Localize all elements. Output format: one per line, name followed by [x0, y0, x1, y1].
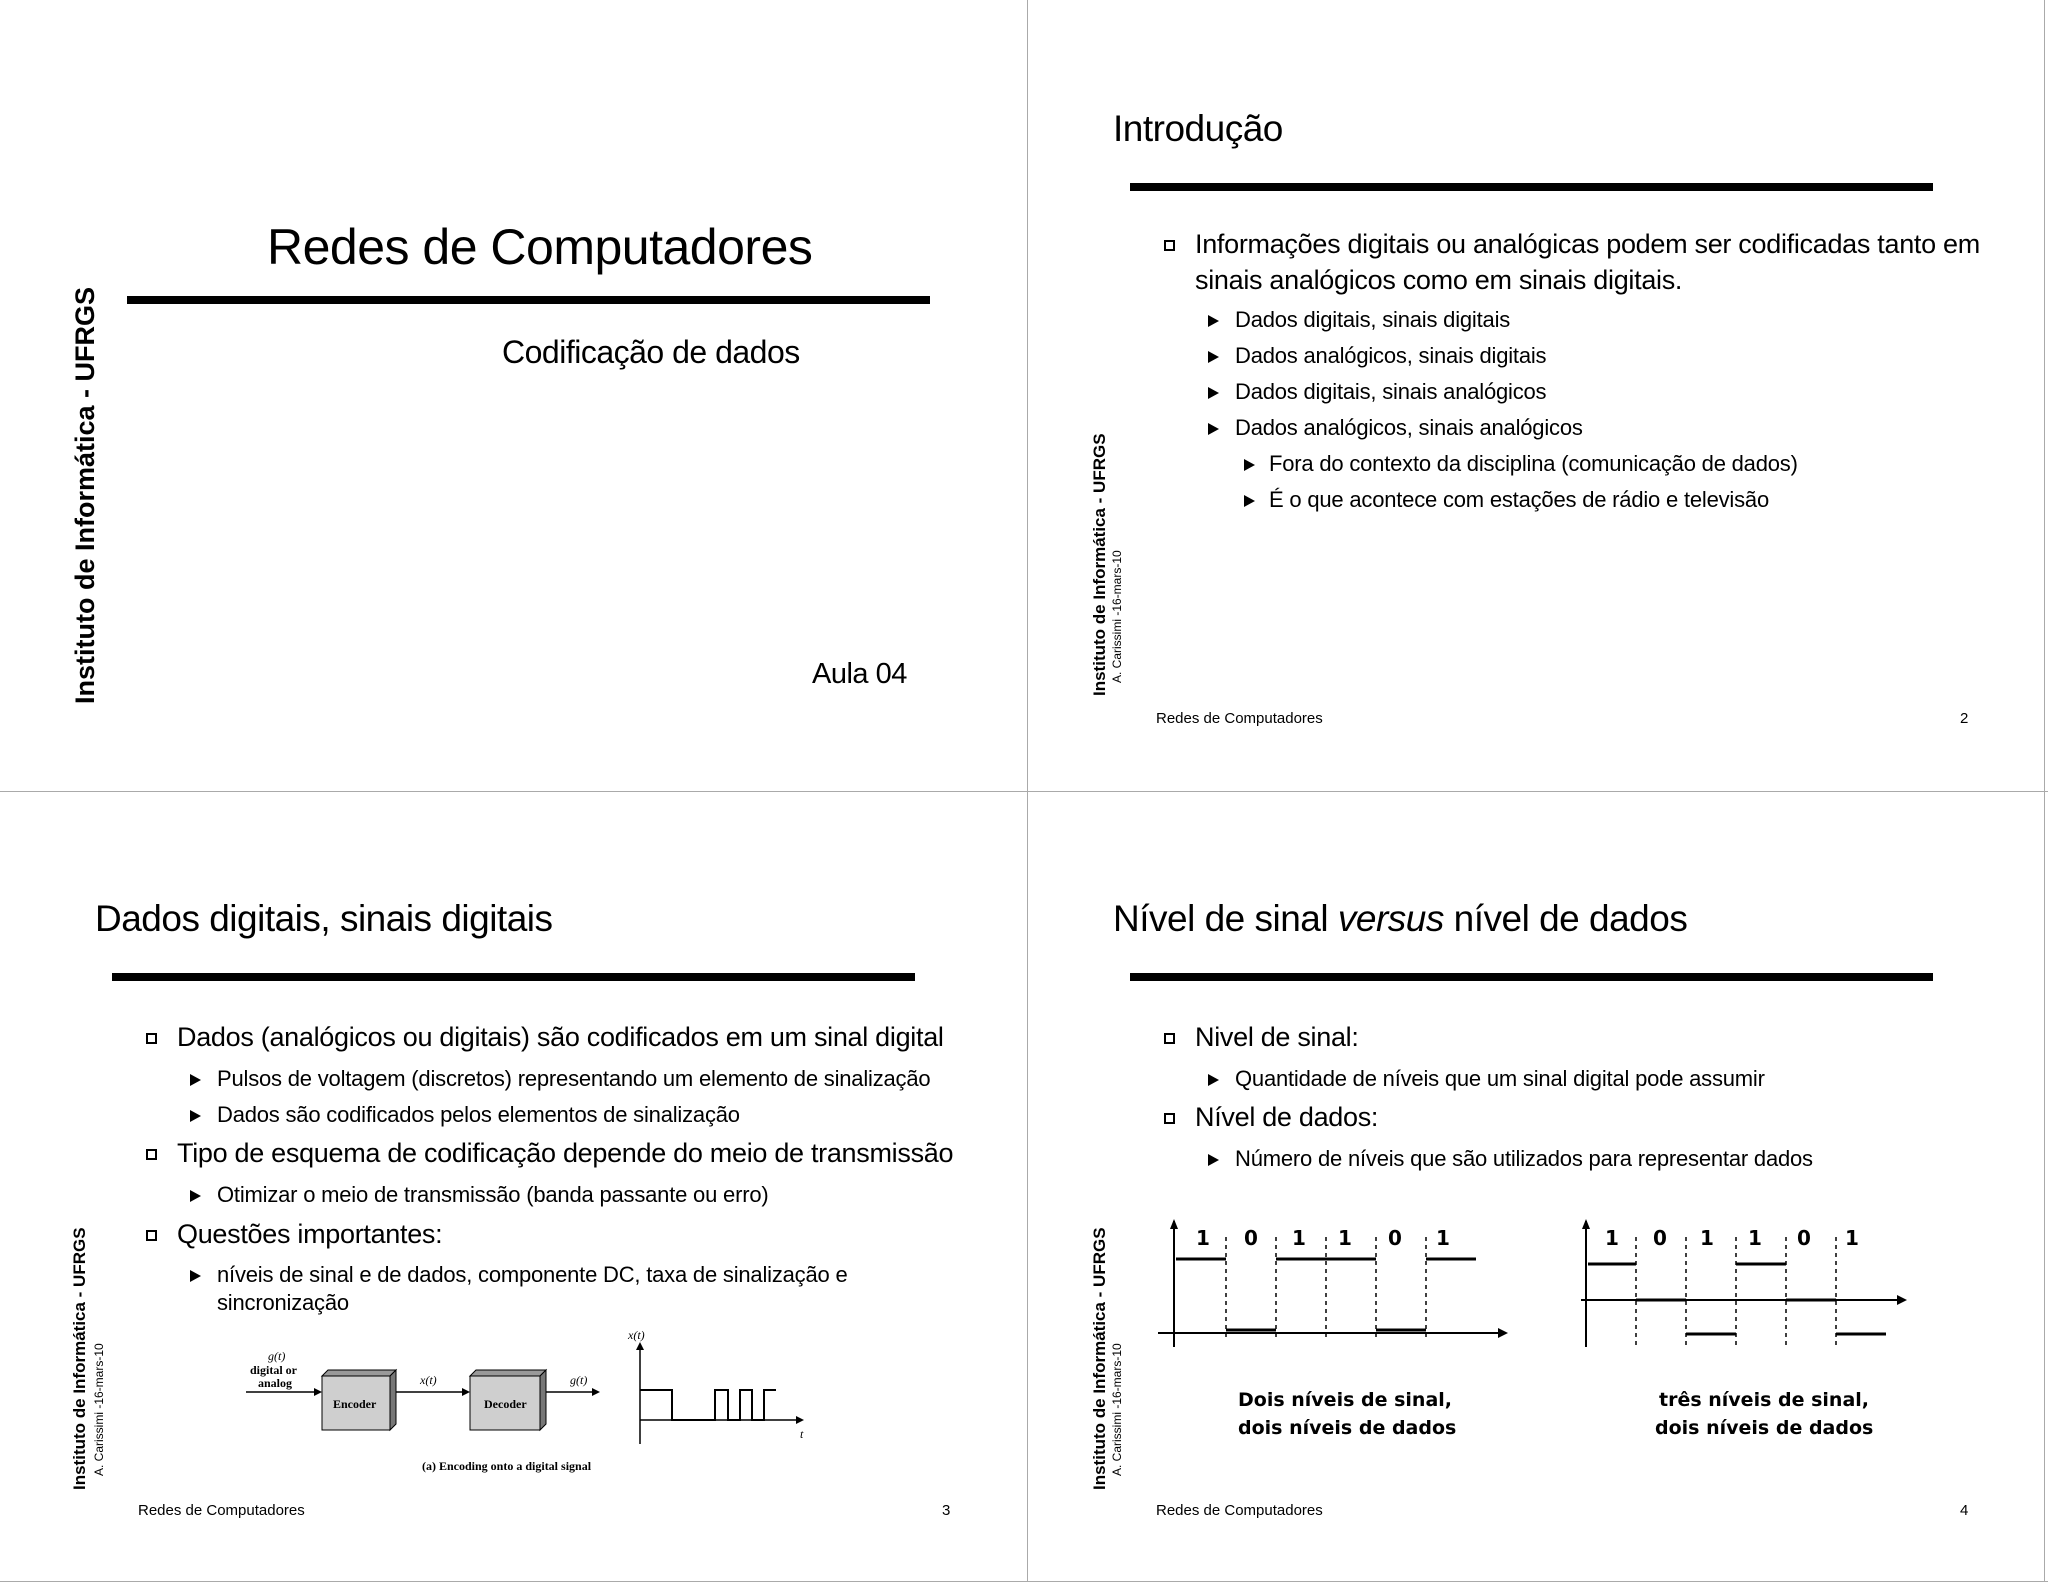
institute-label: Instituto de Informática - UFRGS [1090, 1227, 1109, 1490]
bullet-text: Questões importantes: [177, 1219, 443, 1249]
bit-label: 1 [1436, 1226, 1450, 1250]
slide-title: Dados digitais, sinais digitais [95, 898, 553, 939]
sub-bullet-text: Pulsos de voltagem (discretos) representando um elemento de sinalização [217, 1066, 931, 1091]
slide-1 [0, 0, 1027, 791]
output-label: g(t) [570, 1373, 588, 1387]
plot-y-label: x(t) [628, 1330, 645, 1342]
encoder-label: Encoder [333, 1397, 377, 1411]
input-label: analog [258, 1376, 293, 1390]
encoder-box-top [322, 1370, 396, 1376]
sub-bullet-text: sincronização [217, 1290, 349, 1315]
title-rule [112, 973, 915, 981]
slide-subtitle: Codificação de dados [502, 334, 800, 370]
arrow-head-icon [592, 1388, 600, 1396]
arrow-bullet-icon [1208, 1074, 1219, 1086]
bit-label: 1 [1338, 1226, 1352, 1250]
sub-bullet-text: Dados digitais, sinais digitais [1235, 307, 1511, 332]
bit-label: 0 [1797, 1226, 1811, 1250]
bullet-text: Dados (analógicos ou digitais) são codificados em um sinal digital [177, 1022, 944, 1052]
bullet-text: Nivel de sinal: [1195, 1022, 1359, 1052]
arrow-bullet-icon [1244, 459, 1255, 471]
caption-line: dois níveis de dados [1238, 1417, 1457, 1439]
decoder-label: Decoder [484, 1397, 527, 1411]
input-label: digital or [250, 1363, 297, 1377]
square-bullet-icon [1164, 240, 1175, 251]
arrow-head-icon [1582, 1219, 1590, 1229]
arrow-bullet-icon [190, 1190, 201, 1202]
arrow-head-icon [796, 1416, 804, 1424]
square-bullet-icon [146, 1033, 157, 1044]
sub-bullet-text: Dados analógicos, sinais analógicos [1235, 415, 1583, 440]
title-italic: versus [1337, 898, 1444, 939]
arrow-bullet-icon [1244, 495, 1255, 507]
title-rule [1130, 973, 1933, 981]
sub-sub-bullet-text: Fora do contexto da disciplina (comunicação de dados) [1269, 451, 1798, 476]
footer-course: Redes de Computadores [138, 1502, 305, 1519]
encoding-figure [240, 1330, 820, 1550]
slide-title [1113, 898, 1687, 940]
arrow-bullet-icon [1208, 387, 1219, 399]
caption-line: dois níveis de dados [1655, 1417, 1874, 1439]
sub-bullet-text: Dados analógicos, sinais digitais [1235, 343, 1547, 368]
sub-bullet-text: Dados digitais, sinais analógicos [1235, 379, 1547, 404]
bullet-text: Tipo de esquema de codificação depende do meio de transmissão [177, 1138, 954, 1168]
input-label: g(t) [268, 1349, 286, 1363]
bit-label: 0 [1388, 1226, 1402, 1250]
mid-signal-label: x(t) [420, 1373, 437, 1387]
encoder-box-side [390, 1370, 396, 1430]
two-level-waveform [1158, 1217, 1518, 1467]
arrow-head-icon [314, 1388, 322, 1396]
square-bullet-icon [146, 1149, 157, 1160]
caption-line: Dois níveis de sinal, [1238, 1389, 1453, 1411]
sub-sub-bullet-text: É o que acontece com estações de rádio e televisão [1269, 487, 1769, 512]
title-part: Nível de sinal [1113, 898, 1338, 939]
arrow-head-icon [1498, 1328, 1508, 1338]
decoder-box-top [470, 1370, 546, 1376]
slide-title: Redes de Computadores [267, 219, 813, 275]
institute-label: Instituto de Informática - UFRGS [70, 286, 100, 704]
lesson-number: Aula 04 [812, 658, 907, 690]
arrow-head-icon [1897, 1295, 1907, 1305]
caption-line: três níveis de sinal, [1659, 1389, 1870, 1411]
slide-4 [1028, 792, 2048, 1583]
arrow-bullet-icon [1208, 423, 1219, 435]
bullet-text: sinais analógicos como em sinais digitais. [1195, 265, 1683, 295]
page-number: 4 [1960, 1502, 1969, 1519]
title-rule [127, 296, 930, 304]
author-date: A. Carissimi -16-mars-10 [1110, 1343, 1124, 1476]
figure-caption: (a) Encoding onto a digital signal [422, 1459, 592, 1473]
sub-bullet-text: Dados são codificados pelos elementos de sinalização [217, 1102, 740, 1127]
bit-label: 1 [1748, 1226, 1762, 1250]
digital-signal-waveform [640, 1390, 776, 1420]
footer-course: Redes de Computadores [1156, 1502, 1323, 1519]
arrow-bullet-icon [1208, 1154, 1219, 1166]
sub-bullet-text: Quantidade de níveis que um sinal digital pode assumir [1235, 1066, 1765, 1091]
page-number: 2 [1960, 710, 1969, 727]
arrow-bullet-icon [1208, 351, 1219, 363]
page-number: 3 [942, 1502, 951, 1519]
bullet-text: Nível de dados: [1195, 1102, 1379, 1132]
title-part: nível de dados [1443, 898, 1688, 939]
arrow-head-icon [636, 1342, 644, 1350]
arrow-head-icon [1170, 1219, 1178, 1229]
arrow-bullet-icon [190, 1110, 201, 1122]
slide-2 [1028, 0, 2048, 791]
three-level-waveform [1573, 1217, 1943, 1467]
title-rule [1130, 183, 1933, 191]
bit-label: 0 [1244, 1226, 1258, 1250]
square-bullet-icon [1164, 1113, 1175, 1124]
bullet-text: Informações digitais ou analógicas podem ser codificadas tanto em [1195, 229, 1980, 259]
arrow-bullet-icon [190, 1074, 201, 1086]
author-date: A. Carissimi -16-mars-10 [1110, 550, 1124, 683]
bit-label: 1 [1845, 1226, 1859, 1250]
bit-label: 1 [1605, 1226, 1619, 1250]
slide-3 [0, 792, 1027, 1583]
arrow-bullet-icon [190, 1270, 201, 1282]
institute-label: Instituto de Informática - UFRGS [70, 1227, 89, 1490]
slide-title: Introdução [1113, 108, 1283, 149]
sub-bullet-text: níveis de sinal e de dados, componente DC, taxa de sinalização e [217, 1262, 848, 1287]
sub-bullet-text: Número de níveis que são utilizados para representar dados [1235, 1146, 1813, 1171]
institute-label: Instituto de Informática - UFRGS [1090, 433, 1109, 696]
footer-course: Redes de Computadores [1156, 710, 1323, 727]
arrow-bullet-icon [1208, 315, 1219, 327]
square-bullet-icon [1164, 1033, 1175, 1044]
sub-bullet-text: Otimizar o meio de transmissão (banda passante ou erro) [217, 1182, 769, 1207]
decoder-box-side [540, 1370, 546, 1430]
author-date: A. Carissimi -16-mars-10 [92, 1343, 106, 1476]
plot-x-label: t [800, 1427, 804, 1441]
bit-label: 1 [1292, 1226, 1306, 1250]
arrow-head-icon [462, 1388, 470, 1396]
bit-label: 1 [1196, 1226, 1210, 1250]
bit-label: 1 [1700, 1226, 1714, 1250]
square-bullet-icon [146, 1230, 157, 1241]
bit-label: 0 [1653, 1226, 1667, 1250]
